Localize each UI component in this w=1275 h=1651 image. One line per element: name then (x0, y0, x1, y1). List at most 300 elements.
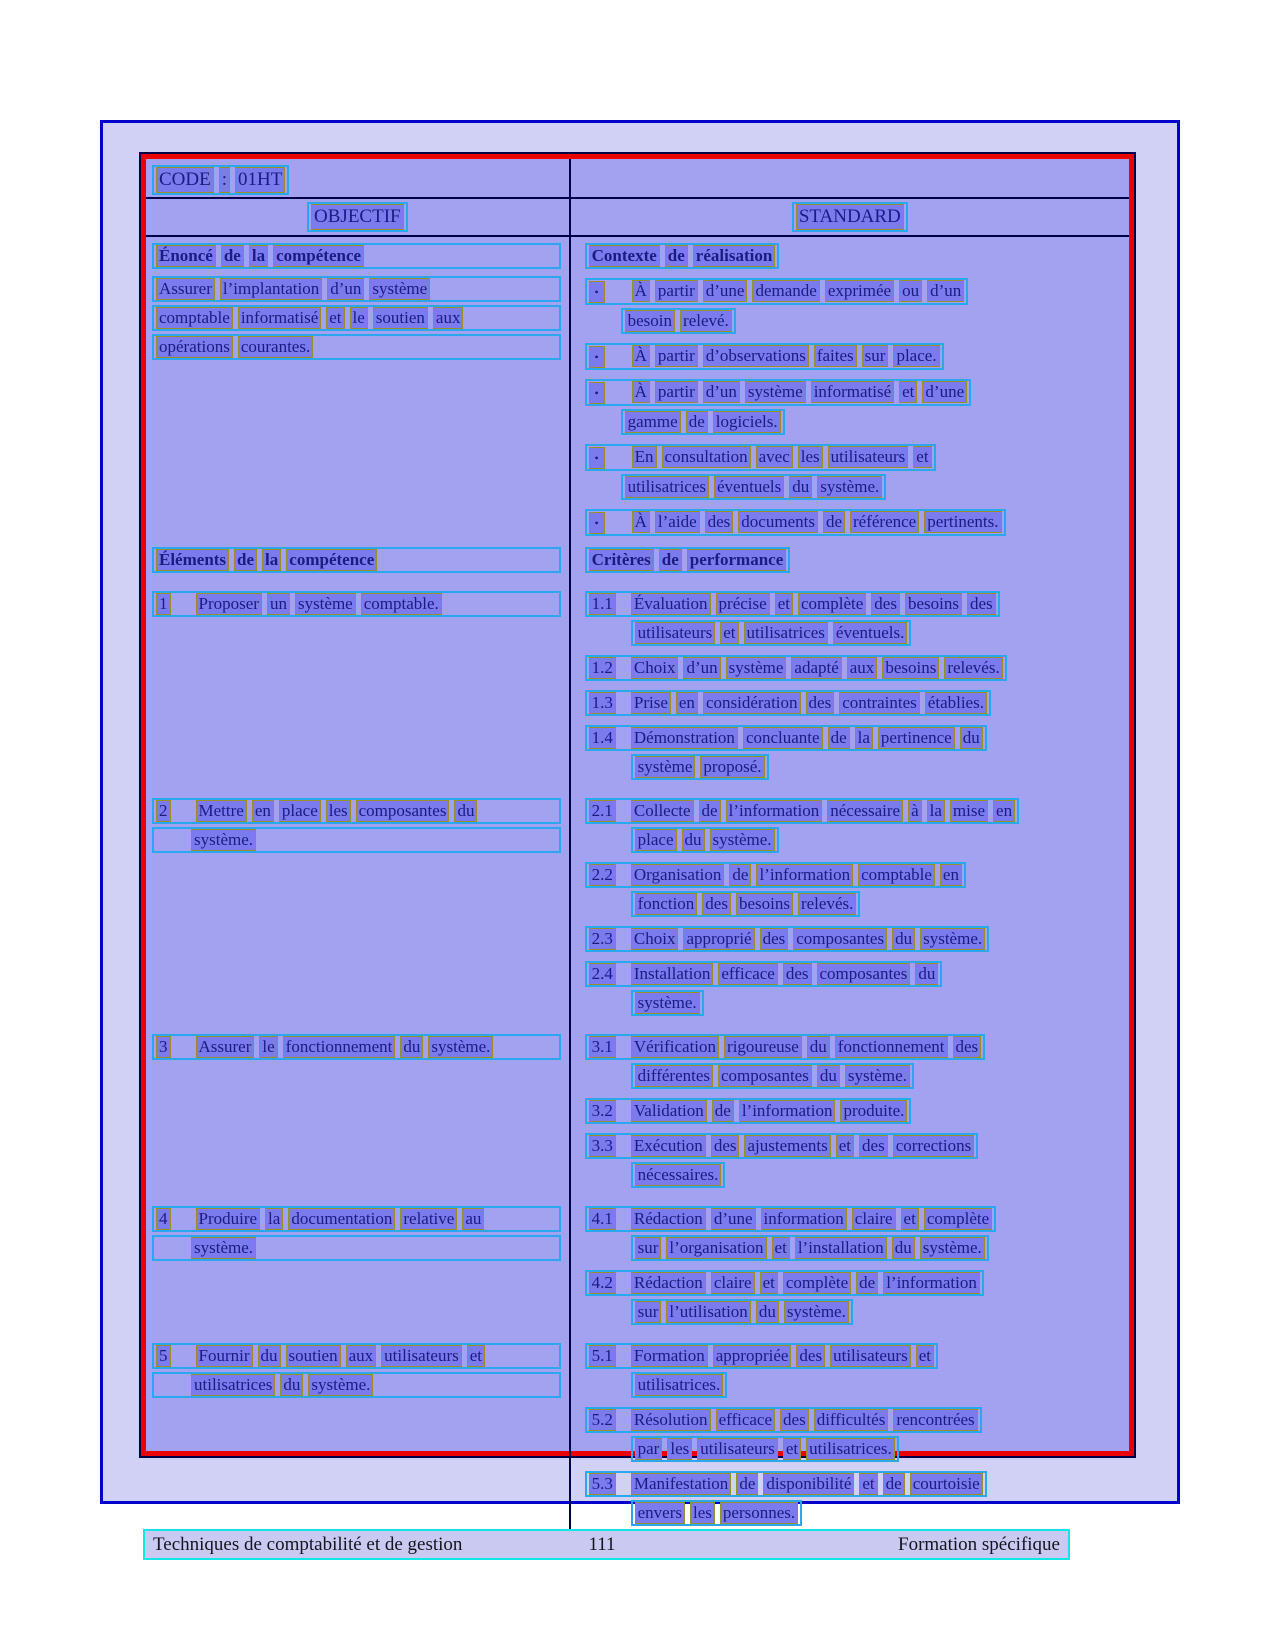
word-highlight: Rédaction (631, 1208, 706, 1230)
word-highlight: de (665, 245, 688, 267)
word-highlight: utilisatrices (625, 476, 709, 498)
word-highlight: pertinents. (924, 511, 1001, 533)
word-highlight: ou (899, 280, 922, 302)
word-highlight: d’observations (703, 345, 809, 367)
word-highlight: À (632, 381, 650, 403)
word-highlight: l’information (726, 800, 823, 822)
word-highlight: éventuels. (833, 622, 907, 644)
word-highlight: des (783, 963, 812, 985)
word-highlight: Exécution (631, 1135, 706, 1157)
word-highlight: aux (346, 1345, 377, 1367)
element-cell (146, 1330, 571, 1531)
table-section-row (146, 541, 1129, 578)
bullet-icon: • (589, 512, 605, 534)
performance-criterion (585, 1098, 1119, 1124)
word-highlight: du (892, 1237, 915, 1259)
word-highlight: de (856, 1272, 878, 1294)
competency-table (141, 154, 1134, 1522)
text-line (585, 1034, 986, 1060)
word-highlight: STANDARD (796, 204, 904, 230)
column-header-row (146, 199, 1129, 237)
word-highlight: proposé. (700, 756, 764, 778)
footer-section-label: Formation spécifique (898, 1534, 1060, 1555)
word-highlight: et (783, 1438, 801, 1460)
word-highlight: soutien (286, 1345, 341, 1367)
word-highlight: complète (783, 1272, 851, 1294)
word-highlight: courantes. (238, 336, 313, 358)
word-highlight: et (720, 622, 738, 644)
criterion-number: 2.2 (589, 864, 616, 886)
word-highlight: de (699, 800, 721, 822)
word-highlight: Assurer (196, 1036, 255, 1058)
item-number: 3 (156, 1036, 171, 1058)
word-highlight: à (908, 800, 922, 822)
element-cell (146, 1193, 571, 1330)
word-highlight: les (690, 1502, 715, 1524)
footer-page-number: 111 (588, 1534, 616, 1555)
word-highlight: le (259, 1036, 277, 1058)
table-section-row (146, 1021, 1129, 1193)
word-highlight: CODE (156, 167, 214, 193)
word-highlight: logiciels. (713, 411, 781, 433)
word-highlight: les (798, 446, 823, 468)
word-highlight: relevé. (680, 310, 732, 332)
word-highlight: OBJECTIF (311, 204, 404, 230)
word-highlight: Évaluation (631, 593, 711, 615)
word-highlight: des (806, 692, 835, 714)
performance-criterion (585, 591, 1119, 646)
word-highlight: du (682, 829, 705, 851)
table-section-row (146, 1330, 1129, 1531)
criterion-number: 2.4 (589, 963, 616, 985)
word-highlight: éventuels (714, 476, 784, 498)
objectif-header-cell (146, 199, 571, 235)
criteria-cell (571, 1021, 1129, 1193)
performance-criterion (585, 1206, 1119, 1261)
word-highlight: complète (924, 1208, 992, 1230)
bullet-icon: • (589, 346, 605, 368)
word-highlight: d’une (922, 381, 967, 403)
word-highlight: du (280, 1374, 303, 1396)
word-highlight: les (326, 800, 351, 822)
table-section-row (146, 578, 1129, 785)
word-highlight: l’implantation (220, 278, 322, 300)
word-highlight: par (635, 1438, 663, 1460)
word-highlight: composantes (356, 800, 450, 822)
word-highlight: de (686, 411, 708, 433)
word-highlight: Choix (631, 928, 679, 950)
word-highlight: et (901, 1208, 919, 1230)
text-line (585, 1206, 997, 1232)
word-highlight: ajustements (744, 1135, 830, 1157)
word-highlight: et (775, 593, 793, 615)
text-line (152, 1343, 561, 1369)
word-highlight: Éléments (156, 549, 229, 571)
word-highlight: du (915, 963, 938, 985)
word-highlight: sur (635, 1301, 662, 1323)
word-highlight: en (993, 800, 1015, 822)
elements-header-cell (146, 541, 571, 578)
word-highlight: l’installation (795, 1237, 887, 1259)
word-highlight: et (899, 381, 917, 403)
footer-document-title: Techniques de comptabilité et de gestion (153, 1534, 463, 1555)
performance-criterion (585, 926, 1119, 952)
criterion-number: 5.3 (589, 1473, 616, 1495)
word-highlight: système (635, 756, 696, 778)
text-line (152, 798, 561, 824)
text-line (621, 474, 887, 500)
word-highlight: À (632, 511, 650, 533)
performance-criterion (585, 1270, 1119, 1325)
word-highlight: Énoncé (156, 245, 216, 267)
text-line (585, 926, 989, 952)
text-line (152, 1034, 561, 1060)
context-bullet-item (585, 444, 1119, 500)
code-cell (146, 159, 571, 197)
text-line (631, 1162, 726, 1188)
text-line (585, 725, 987, 751)
word-highlight: besoins (882, 657, 939, 679)
word-highlight: d’un (927, 280, 964, 302)
criteria-cell (571, 1330, 1129, 1531)
text-line (152, 547, 561, 573)
text-line (585, 1343, 938, 1369)
criterion-number: 1.4 (589, 727, 616, 749)
table-body (146, 237, 1129, 1531)
text-line (585, 1098, 912, 1124)
text-line (152, 305, 561, 331)
text-line (585, 278, 969, 305)
word-highlight: système. (920, 928, 985, 950)
word-highlight: système. (817, 476, 882, 498)
word-highlight: l’information (739, 1100, 836, 1122)
word-highlight: Manifestation (631, 1473, 731, 1495)
word-highlight: Produire (196, 1208, 261, 1230)
context-bullet-item (585, 343, 1119, 370)
word-highlight: utilisatrices. (635, 1374, 724, 1396)
word-highlight: avec (756, 446, 793, 468)
criteres-header-cell (571, 541, 1129, 578)
performance-criterion (585, 1471, 1119, 1526)
enonce-cell (146, 237, 571, 541)
word-highlight: en (940, 864, 962, 886)
word-highlight: composantes (817, 963, 911, 985)
word-highlight: besoins (736, 893, 793, 915)
word-highlight: système. (920, 1237, 985, 1259)
text-line (792, 202, 908, 232)
word-highlight: et (859, 1473, 877, 1495)
word-highlight: et (326, 307, 344, 329)
word-highlight: et (760, 1272, 778, 1294)
word-highlight: utilisatrices. (806, 1438, 895, 1460)
text-line (631, 990, 704, 1016)
word-highlight: du (789, 476, 812, 498)
word-highlight: comptable (156, 307, 233, 329)
text-line (631, 1063, 914, 1089)
text-line (152, 1372, 561, 1398)
word-highlight: système. (784, 1301, 849, 1323)
word-highlight: précise (716, 593, 770, 615)
word-highlight: du (454, 800, 477, 822)
word-highlight: pertinence (878, 727, 955, 749)
word-highlight: utilisatrices (191, 1374, 275, 1396)
word-highlight: À (632, 280, 650, 302)
criterion-number: 2.3 (589, 928, 616, 950)
word-highlight: besoins (905, 593, 962, 615)
table-section-row (146, 1193, 1129, 1330)
competency-element (152, 1343, 561, 1398)
word-highlight: du (960, 727, 983, 749)
word-highlight: informatisé (238, 307, 321, 329)
performance-criterion (585, 725, 1119, 780)
text-line (152, 591, 561, 617)
word-highlight: des (796, 1345, 825, 1367)
standard-header-cell (571, 199, 1129, 235)
text-line (631, 1235, 989, 1261)
word-highlight: exprimée (825, 280, 894, 302)
performance-criterion (585, 1034, 1119, 1089)
word-highlight: Rédaction (631, 1272, 706, 1294)
text-line (152, 334, 561, 360)
word-highlight: et (467, 1345, 485, 1367)
context-bullet-item (585, 379, 1119, 435)
text-line (585, 862, 966, 888)
word-highlight: Contexte (589, 245, 660, 267)
performance-criterion (585, 1343, 1119, 1398)
word-highlight: claire (711, 1272, 755, 1294)
item-number: 5 (156, 1345, 171, 1367)
word-highlight: consultation (662, 446, 751, 468)
word-highlight: faites (814, 345, 857, 367)
text-line (631, 827, 779, 853)
word-highlight: de (712, 1100, 734, 1122)
element-cell (146, 578, 571, 785)
word-highlight: Assurer (156, 278, 215, 300)
text-line (585, 243, 780, 269)
word-highlight: fonctionnement (835, 1036, 948, 1058)
word-highlight: Formation (631, 1345, 708, 1367)
word-highlight: utilisatrices (744, 622, 828, 644)
criterion-number: 5.2 (589, 1409, 616, 1431)
text-line (631, 1436, 899, 1462)
criterion-number: 2.1 (589, 800, 616, 822)
word-highlight: composantes (718, 1065, 812, 1087)
word-highlight: relevés. (798, 893, 856, 915)
word-highlight: Critères (589, 549, 654, 571)
word-highlight: de (659, 549, 682, 571)
competency-element (152, 1034, 561, 1060)
word-highlight: Mettre (196, 800, 247, 822)
word-highlight: la (855, 727, 873, 749)
text-line (152, 1235, 561, 1261)
word-highlight: de (823, 511, 845, 533)
word-highlight: du (756, 1301, 779, 1323)
word-highlight: relative (400, 1208, 457, 1230)
word-highlight: rigoureuse (724, 1036, 802, 1058)
word-highlight: mise (950, 800, 988, 822)
word-highlight: courtoisie (910, 1473, 983, 1495)
text-line (585, 798, 1019, 824)
word-highlight: documents (738, 511, 818, 533)
word-highlight: système (726, 657, 787, 679)
context-bullet-item (585, 509, 1119, 536)
word-highlight: appropriée (713, 1345, 792, 1367)
text-line (152, 1206, 561, 1232)
word-highlight: nécessaires. (635, 1164, 722, 1186)
item-number: 4 (156, 1208, 171, 1230)
word-highlight: utilisateurs (697, 1438, 778, 1460)
word-highlight: comptable (858, 864, 935, 886)
word-highlight: système. (710, 829, 775, 851)
word-highlight: utilisateurs (381, 1345, 462, 1367)
word-highlight: informatisé (811, 381, 894, 403)
word-highlight: d’un (683, 657, 720, 679)
text-line (585, 1133, 979, 1159)
word-highlight: de (736, 1473, 758, 1495)
word-highlight: partir (655, 280, 698, 302)
word-highlight: efficace (716, 1409, 775, 1431)
word-highlight: opérations (156, 336, 233, 358)
word-highlight: système. (191, 829, 256, 851)
word-highlight: documentation (288, 1208, 395, 1230)
text-line (585, 591, 1000, 617)
enonce-paragraph (152, 276, 561, 360)
criteria-cell (571, 1193, 1129, 1330)
word-highlight: des (967, 593, 996, 615)
word-highlight: claire (852, 1208, 896, 1230)
word-highlight: au (462, 1208, 484, 1230)
word-highlight: la (249, 245, 268, 267)
word-highlight: soutien (373, 307, 428, 329)
bullet-icon: • (589, 382, 605, 404)
word-highlight: Démonstration (631, 727, 738, 749)
text-line (585, 690, 991, 716)
word-highlight: référence (850, 511, 919, 533)
word-highlight: difficultés (814, 1409, 889, 1431)
word-highlight: sur (635, 1237, 662, 1259)
word-highlight: et (916, 1345, 934, 1367)
word-highlight: performance (687, 549, 786, 571)
text-line (152, 165, 289, 195)
text-line (585, 1407, 982, 1433)
element-cell (146, 1021, 571, 1193)
word-highlight: place (279, 800, 321, 822)
code-cell-empty (571, 159, 1129, 197)
word-highlight: des (711, 1135, 740, 1157)
word-highlight: rencontrées (893, 1409, 977, 1431)
word-highlight: la (927, 800, 945, 822)
text-line (585, 961, 943, 987)
text-line (631, 620, 912, 646)
word-highlight: l’utilisation (666, 1301, 750, 1323)
word-highlight: en (252, 800, 274, 822)
word-highlight: partir (655, 345, 698, 367)
word-highlight: du (817, 1065, 840, 1087)
word-highlight: d’un (703, 381, 740, 403)
word-highlight: d’un (327, 278, 364, 300)
word-highlight: disponibilité (763, 1473, 854, 1495)
criterion-number: 1.1 (589, 593, 616, 615)
criteria-cell (571, 785, 1129, 1021)
word-highlight: l’aide (655, 511, 700, 533)
word-highlight: Proposer (196, 593, 262, 615)
text-line (585, 547, 791, 573)
word-highlight: des (760, 928, 789, 950)
word-highlight: en (676, 692, 698, 714)
criterion-number: 5.1 (589, 1345, 616, 1367)
table-frame (139, 152, 1136, 1522)
word-highlight: efficace (718, 963, 777, 985)
word-highlight: À (632, 345, 650, 367)
word-highlight: Organisation (631, 864, 725, 886)
word-highlight: aux (433, 307, 464, 329)
word-highlight: l’information (756, 864, 853, 886)
criterion-number: 1.2 (589, 657, 616, 679)
word-highlight: du (258, 1345, 281, 1367)
word-highlight: envers (635, 1502, 685, 1524)
contexte-cell (571, 237, 1129, 541)
word-highlight: des (871, 593, 900, 615)
word-highlight: système (295, 593, 356, 615)
competency-element (152, 591, 561, 617)
performance-criterion (585, 1407, 1119, 1462)
word-highlight: place. (893, 345, 939, 367)
word-highlight: adapté (791, 657, 841, 679)
text-line (631, 1500, 803, 1526)
page-sheet (100, 120, 1180, 1522)
word-highlight: le (350, 307, 368, 329)
code-row (146, 159, 1129, 199)
performance-criterion (585, 1133, 1119, 1188)
table-section-row (146, 785, 1129, 1021)
text-line (621, 308, 736, 334)
word-highlight: place (635, 829, 677, 851)
text-line (631, 891, 861, 917)
criterion-number: 3.2 (589, 1100, 616, 1122)
performance-criterion (585, 798, 1119, 853)
criterion-number: 4.1 (589, 1208, 616, 1230)
word-highlight: approprié (683, 928, 754, 950)
word-highlight: établies. (925, 692, 987, 714)
word-highlight: fonction (635, 893, 698, 915)
word-highlight: système. (635, 992, 700, 1014)
word-highlight: Résolution (631, 1409, 711, 1431)
competency-element (152, 798, 561, 853)
performance-criterion (585, 862, 1119, 917)
text-line (585, 343, 944, 370)
text-line (631, 1372, 728, 1398)
word-highlight: composantes (793, 928, 887, 950)
performance-criterion (585, 655, 1119, 681)
text-line (631, 754, 769, 780)
word-highlight: de (221, 245, 244, 267)
word-highlight: et (772, 1237, 790, 1259)
word-highlight: compétence (286, 549, 377, 571)
word-highlight: information (761, 1208, 847, 1230)
word-highlight: Choix (631, 657, 679, 679)
word-highlight: demande (752, 280, 819, 302)
word-highlight: complète (798, 593, 866, 615)
word-highlight: système (745, 381, 806, 403)
word-highlight: Collecte (631, 800, 694, 822)
word-highlight: système. (308, 1374, 373, 1396)
word-highlight: partir (655, 381, 698, 403)
word-highlight: relevés. (944, 657, 1002, 679)
word-highlight: personnes. (720, 1502, 798, 1524)
text-line (585, 655, 1007, 681)
word-highlight: considération (703, 692, 801, 714)
performance-criterion (585, 690, 1119, 716)
